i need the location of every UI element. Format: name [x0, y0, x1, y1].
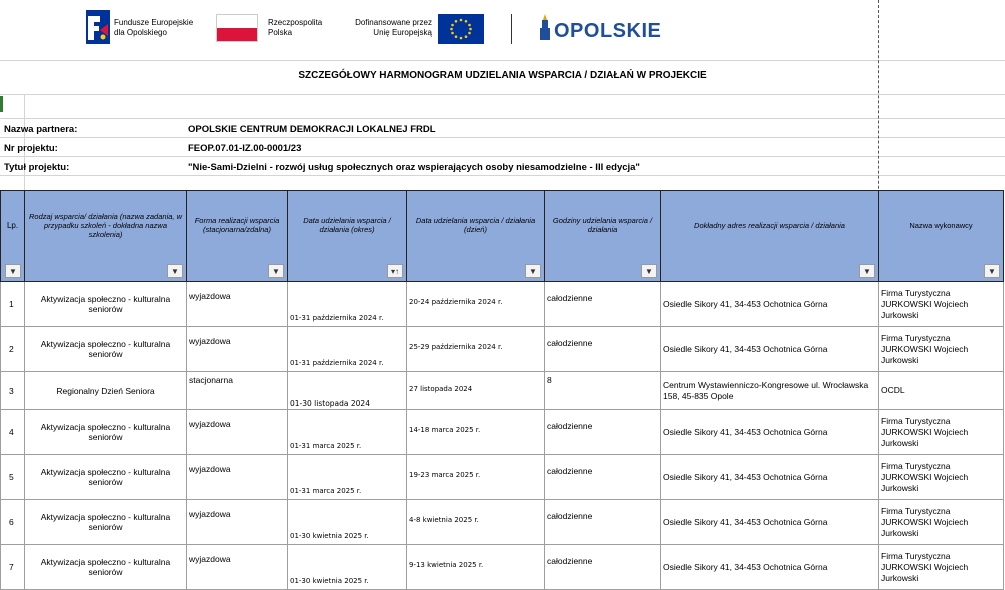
- header-form: [187, 191, 288, 282]
- chevron-down-icon: ▼: [645, 266, 653, 276]
- cell-lp[interactable]: 5: [1, 455, 25, 500]
- cell-contractor[interactable]: Firma Turystyczna JURKOWSKI Wojciech Jurkowski: [879, 327, 1004, 372]
- cell-contractor[interactable]: Firma Turystyczna JURKOWSKI Wojciech Jurkowski: [879, 455, 1004, 500]
- chevron-down-icon: ▼: [988, 266, 996, 276]
- cell-form[interactable]: wyjazdowa: [187, 410, 288, 455]
- cell-hours[interactable]: całodzienne: [545, 545, 661, 590]
- header-label: Data udzielania wsparcia / działania (okres): [303, 216, 391, 234]
- cell-contractor[interactable]: Firma Turystyczna JURKOWSKI Wojciech Jurkowski: [879, 282, 1004, 327]
- cell-hours[interactable]: całodzienne: [545, 455, 661, 500]
- project-no-label: Nr projektu:: [4, 143, 58, 154]
- cell-day[interactable]: 27 listopada 2024: [407, 372, 545, 410]
- eu-funds-line2: dla Opolskiego: [114, 28, 167, 37]
- cell-hours[interactable]: całodzienne: [545, 327, 661, 372]
- cofinanced-line2: Unię Europejską: [373, 28, 432, 37]
- cell-contractor[interactable]: OCDL: [879, 372, 1004, 410]
- chevron-down-icon: ▼: [863, 266, 871, 276]
- row-divider: [0, 156, 1005, 157]
- table-row: [1, 410, 1004, 455]
- project-title-value: "Nie-Sami-Dzielni - rozwój usług społecznych oraz wspierających osoby niesamodzielne - III edycja": [188, 162, 640, 173]
- table-row: [1, 282, 1004, 327]
- logo-separator: [511, 14, 512, 44]
- chevron-down-icon: ▼: [9, 266, 17, 276]
- header-hours: [545, 191, 661, 282]
- filter-dropdown-button[interactable]: [5, 264, 21, 278]
- cell-address[interactable]: Osiedle Sikory 41, 34-453 Ochotnica Górna: [661, 545, 879, 590]
- header-support-type: [25, 191, 187, 282]
- filter-dropdown-button[interactable]: [167, 264, 183, 278]
- cell-form[interactable]: stacjonarna: [187, 372, 288, 410]
- header-period: [288, 191, 407, 282]
- cell-day[interactable]: 25-29 października 2024 r.: [407, 327, 545, 372]
- cell-address[interactable]: Osiedle Sikory 41, 34-453 Ochotnica Górna: [661, 500, 879, 545]
- eu-flag-icon: [438, 14, 484, 44]
- table-row: [1, 455, 1004, 500]
- row-divider: [0, 118, 1005, 119]
- cell-day[interactable]: 9-13 kwietnia 2025 r.: [407, 545, 545, 590]
- cell-contractor[interactable]: Firma Turystyczna JURKOWSKI Wojciech Jurkowski: [879, 500, 1004, 545]
- cell-period[interactable]: 01-30 listopada 2024: [288, 372, 407, 410]
- cell-support-type[interactable]: Aktywizacja społeczno - kulturalna seniorów: [25, 327, 187, 372]
- cell-support-type[interactable]: Aktywizacja społeczno - kulturalna seniorów: [25, 410, 187, 455]
- cell-address[interactable]: Osiedle Sikory 41, 34-453 Ochotnica Górna: [661, 410, 879, 455]
- header-address: [661, 191, 879, 282]
- header-label: Dokładny adres realizacji wsparcia / działania: [694, 220, 845, 230]
- table-header-row: [1, 191, 1004, 282]
- cell-support-type[interactable]: Regionalny Dzień Seniora: [25, 372, 187, 410]
- fe-logo-icon: [86, 10, 110, 44]
- cell-contractor[interactable]: Firma Turystyczna JURKOWSKI Wojciech Jurkowski: [879, 545, 1004, 590]
- project-no-value: FEOP.07.01-IZ.00-0001/23: [188, 143, 302, 154]
- cell-form[interactable]: wyjazdowa: [187, 282, 288, 327]
- poland-flag-icon: [216, 14, 258, 42]
- header-lp: [1, 191, 25, 282]
- header-label: Godziny udzielania wsparcia / działania: [552, 216, 653, 234]
- cell-support-type[interactable]: Aktywizacja społeczno - kulturalna seniorów: [25, 500, 187, 545]
- cell-hours[interactable]: całodzienne: [545, 282, 661, 327]
- cell-form[interactable]: wyjazdowa: [187, 500, 288, 545]
- cell-contractor[interactable]: Firma Turystyczna JURKOWSKI Wojciech Jurkowski: [879, 410, 1004, 455]
- cell-address[interactable]: Centrum Wystawienniczo-Kongresowe ul. Wrocławska 158, 45-835 Opole: [661, 372, 879, 410]
- cell-address[interactable]: Osiedle Sikory 41, 34-453 Ochotnica Górna: [661, 282, 879, 327]
- filter-dropdown-button[interactable]: [268, 264, 284, 278]
- cell-day[interactable]: 20-24 października 2024 r.: [407, 282, 545, 327]
- cell-lp[interactable]: 2: [1, 327, 25, 372]
- cell-period[interactable]: 01-31 marca 2025 r.: [288, 410, 407, 455]
- filter-dropdown-button[interactable]: [525, 264, 541, 278]
- cell-period[interactable]: 01-31 października 2024 r.: [288, 327, 407, 372]
- table-row: [1, 372, 1004, 410]
- eu-funds-line1: Fundusze Europejskie: [114, 18, 194, 27]
- schedule-table: [0, 190, 1004, 590]
- cell-lp[interactable]: 3: [1, 372, 25, 410]
- row-divider: [0, 94, 1005, 95]
- row-divider: [0, 175, 1005, 176]
- cell-support-type[interactable]: Aktywizacja społeczno - kulturalna seniorów: [25, 282, 187, 327]
- cell-hours[interactable]: całodzienne: [545, 410, 661, 455]
- sort-filter-button[interactable]: [387, 264, 403, 278]
- row-divider: [0, 137, 1005, 138]
- chevron-down-icon: ▼: [529, 266, 537, 276]
- rp-line2: Polska: [268, 28, 293, 37]
- header-label: Data udzielania wsparcia / działania (dzień): [415, 216, 536, 234]
- table-row: [1, 327, 1004, 372]
- header-label: Nazwa wykonawcy: [909, 220, 973, 230]
- cell-day[interactable]: 14-18 marca 2025 r.: [407, 410, 545, 455]
- filter-dropdown-button[interactable]: [859, 264, 875, 278]
- row-divider: [0, 60, 1005, 61]
- header-day: [407, 191, 545, 282]
- partner-label: Nazwa partnera:: [4, 124, 78, 135]
- cell-form[interactable]: wyjazdowa: [187, 455, 288, 500]
- chevron-down-icon: ▼: [171, 266, 179, 276]
- active-cell-marker: [0, 96, 3, 112]
- header-contractor: [879, 191, 1004, 282]
- cell-period[interactable]: 01-30 kwietnia 2025 r.: [288, 500, 407, 545]
- cell-address[interactable]: Osiedle Sikory 41, 34-453 Ochotnica Górna: [661, 455, 879, 500]
- project-title-label: Tytuł projektu:: [4, 162, 70, 173]
- header-label: Forma realizacji wsparcia (stacjonarna/zdalna): [194, 216, 280, 234]
- cell-form[interactable]: wyjazdowa: [187, 545, 288, 590]
- cell-day[interactable]: 4-8 kwietnia 2025 r.: [407, 500, 545, 545]
- cell-period[interactable]: 01-31 marca 2025 r.: [288, 455, 407, 500]
- header-label: Lp.: [6, 220, 19, 230]
- table-row: [1, 500, 1004, 545]
- opolskie-tower-icon: [538, 14, 552, 40]
- cell-hours[interactable]: całodzienne: [545, 500, 661, 545]
- chevron-down-icon: ▼: [272, 266, 280, 276]
- cell-hours[interactable]: 8: [545, 372, 661, 410]
- cell-period[interactable]: 01-30 kwietnia 2025 r.: [288, 545, 407, 590]
- page-title: SZCZEGÓŁOWY HARMONOGRAM UDZIELANIA WSPARCIA / DZIAŁAŃ W PROJEKCIE: [298, 70, 707, 81]
- sort-filter-icon: ▾↑: [390, 266, 399, 276]
- cell-day[interactable]: 19-23 marca 2025 r.: [407, 455, 545, 500]
- filter-dropdown-button[interactable]: [641, 264, 657, 278]
- rp-line1: Rzeczpospolita: [268, 18, 323, 27]
- cell-lp[interactable]: 1: [1, 282, 25, 327]
- cell-lp[interactable]: 7: [1, 545, 25, 590]
- cell-period[interactable]: 01-31 października 2024 r.: [288, 282, 407, 327]
- partner-value: OPOLSKIE CENTRUM DEMOKRACJI LOKALNEJ FRDL: [188, 124, 436, 135]
- table-row: [1, 545, 1004, 590]
- header-label: Rodzaj wsparcia/ działania (nazwa zadania, w przypadku szkoleń - dokładna nazwa szkolenia): [29, 211, 182, 239]
- filter-dropdown-button[interactable]: [984, 264, 1000, 278]
- cell-form[interactable]: wyjazdowa: [187, 327, 288, 372]
- logo-bar: [86, 8, 686, 52]
- cell-support-type[interactable]: Aktywizacja społeczno - kulturalna seniorów: [25, 545, 187, 590]
- cofinanced-line1: Dofinansowane przez: [355, 18, 432, 27]
- opolskie-wordmark: OPOLSKIE: [554, 20, 662, 42]
- cell-lp[interactable]: 4: [1, 410, 25, 455]
- cell-address[interactable]: Osiedle Sikory 41, 34-453 Ochotnica Górna: [661, 327, 879, 372]
- cell-support-type[interactable]: Aktywizacja społeczno - kulturalna seniorów: [25, 455, 187, 500]
- cell-lp[interactable]: 6: [1, 500, 25, 545]
- column-divider: [24, 94, 25, 190]
